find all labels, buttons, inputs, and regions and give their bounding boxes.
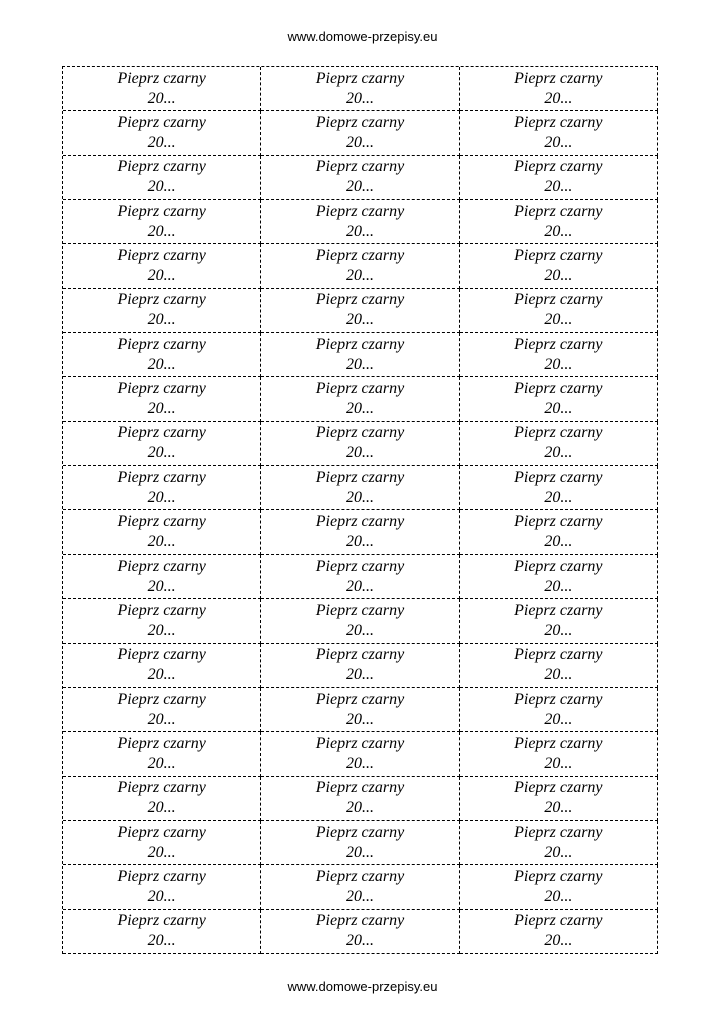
label-cell: [460, 688, 658, 732]
label-name: Pieprz czarny: [514, 335, 603, 353]
label-name: Pieprz czarny: [117, 690, 206, 708]
footer-url: www.domowe-przepisy.eu: [287, 979, 438, 994]
label-year: 20...: [345, 400, 374, 418]
label-year: 20...: [345, 444, 374, 462]
label-cell: [261, 688, 459, 732]
label-cell: [63, 244, 261, 288]
label-year: 20...: [147, 89, 176, 107]
label-year: 20...: [544, 134, 573, 152]
label-name: Pieprz czarny: [514, 114, 603, 132]
label-cell: [261, 732, 459, 776]
label-cell: [63, 377, 261, 421]
label-cell: [63, 910, 261, 954]
label-name: Pieprz czarny: [315, 468, 405, 486]
label-cell: [261, 466, 459, 510]
label-cell: [261, 200, 459, 244]
label-cell: [460, 555, 658, 599]
label-year: 20...: [544, 355, 573, 373]
label-name: Pieprz czarny: [117, 823, 206, 841]
label-name: Pieprz czarny: [315, 114, 405, 132]
label-year: 20...: [345, 134, 374, 152]
label-year: 20...: [544, 488, 573, 506]
label-name: Pieprz czarny: [315, 69, 405, 87]
label-cell: [460, 510, 658, 554]
label-year: 20...: [147, 355, 176, 373]
label-cell: [261, 910, 459, 954]
label-year: 20...: [147, 533, 176, 551]
label-name: Pieprz czarny: [117, 646, 206, 664]
label-name: Pieprz czarny: [315, 335, 405, 353]
label-cell: [460, 156, 658, 200]
label-name: Pieprz czarny: [514, 513, 603, 531]
label-name: Pieprz czarny: [117, 912, 206, 930]
label-name: Pieprz czarny: [315, 247, 405, 265]
label-cell: [261, 377, 459, 421]
label-year: 20...: [345, 89, 374, 107]
label-name: Pieprz czarny: [514, 734, 603, 752]
label-year: 20...: [345, 311, 374, 329]
label-year: 20...: [345, 178, 374, 196]
label-name: Pieprz czarny: [514, 557, 603, 575]
label-cell: [261, 244, 459, 288]
label-cell: [460, 111, 658, 155]
label-year: 20...: [147, 621, 176, 639]
label-name: Pieprz czarny: [514, 202, 603, 220]
label-year: 20...: [544, 621, 573, 639]
label-cell: [63, 466, 261, 510]
label-year: 20...: [345, 887, 374, 905]
label-year: 20...: [147, 887, 176, 905]
label-name: Pieprz czarny: [117, 114, 206, 132]
label-year: 20...: [544, 311, 573, 329]
label-year: 20...: [544, 222, 573, 240]
label-name: Pieprz czarny: [315, 601, 405, 619]
label-name: Pieprz czarny: [315, 912, 405, 930]
label-year: 20...: [544, 400, 573, 418]
label-name: Pieprz czarny: [315, 424, 405, 442]
label-name: Pieprz czarny: [117, 424, 206, 442]
label-name: Pieprz czarny: [117, 202, 206, 220]
label-year: 20...: [544, 577, 573, 595]
label-name: Pieprz czarny: [315, 734, 405, 752]
label-cell: [261, 67, 459, 111]
label-name: Pieprz czarny: [315, 513, 405, 531]
label-name: Pieprz czarny: [315, 202, 405, 220]
label-year: 20...: [345, 488, 374, 506]
label-year: 20...: [345, 533, 374, 551]
label-cell: [63, 821, 261, 865]
label-year: 20...: [544, 267, 573, 285]
label-cell: [460, 732, 658, 776]
label-year: 20...: [147, 666, 176, 684]
label-year: 20...: [147, 932, 176, 950]
label-name: Pieprz czarny: [514, 867, 603, 885]
label-cell: [460, 377, 658, 421]
label-name: Pieprz czarny: [315, 380, 405, 398]
label-year: 20...: [544, 710, 573, 728]
label-year: 20...: [345, 222, 374, 240]
label-year: 20...: [147, 843, 176, 861]
label-year: 20...: [544, 89, 573, 107]
label-name: Pieprz czarny: [315, 646, 405, 664]
label-cell: [63, 289, 261, 333]
label-cell: [63, 111, 261, 155]
label-name: Pieprz czarny: [514, 158, 603, 176]
label-cell: [261, 599, 459, 643]
label-year: 20...: [147, 799, 176, 817]
label-cell: [460, 466, 658, 510]
label-year: 20...: [345, 932, 374, 950]
label-name: Pieprz czarny: [117, 247, 206, 265]
label-year: 20...: [544, 178, 573, 196]
label-name: Pieprz czarny: [514, 69, 603, 87]
label-cell: [261, 821, 459, 865]
label-cell: [261, 644, 459, 688]
label-cell: [261, 422, 459, 466]
label-name: Pieprz czarny: [117, 513, 206, 531]
label-cell: [460, 865, 658, 909]
label-cell: [63, 865, 261, 909]
label-sheet: [62, 66, 658, 954]
header-url: www.domowe-przepisy.eu: [287, 29, 438, 44]
label-year: 20...: [147, 444, 176, 462]
label-year: 20...: [345, 577, 374, 595]
label-cell: [261, 865, 459, 909]
label-cell: [460, 599, 658, 643]
label-year: 20...: [345, 267, 374, 285]
label-cell: [63, 555, 261, 599]
label-year: 20...: [345, 799, 374, 817]
label-cell: [460, 333, 658, 377]
label-year: 20...: [147, 267, 176, 285]
label-name: Pieprz czarny: [315, 867, 405, 885]
label-year: 20...: [147, 178, 176, 196]
label-name: Pieprz czarny: [117, 779, 206, 797]
label-year: 20...: [345, 710, 374, 728]
label-year: 20...: [544, 843, 573, 861]
label-name: Pieprz czarny: [315, 823, 405, 841]
label-name: Pieprz czarny: [315, 158, 405, 176]
label-name: Pieprz czarny: [514, 247, 603, 265]
label-cell: [261, 333, 459, 377]
label-cell: [63, 67, 261, 111]
label-name: Pieprz czarny: [514, 690, 603, 708]
label-cell: [63, 599, 261, 643]
label-cell: [460, 422, 658, 466]
label-year: 20...: [345, 355, 374, 373]
label-name: Pieprz czarny: [514, 291, 603, 309]
label-cell: [460, 644, 658, 688]
label-year: 20...: [345, 666, 374, 684]
label-year: 20...: [147, 754, 176, 772]
label-year: 20...: [544, 444, 573, 462]
label-name: Pieprz czarny: [514, 601, 603, 619]
label-cell: [63, 688, 261, 732]
label-year: 20...: [544, 666, 573, 684]
label-cell: [261, 156, 459, 200]
label-name: Pieprz czarny: [514, 779, 603, 797]
label-name: Pieprz czarny: [315, 291, 405, 309]
label-year: 20...: [147, 577, 176, 595]
label-cell: [460, 910, 658, 954]
label-cell: [63, 333, 261, 377]
label-name: Pieprz czarny: [514, 424, 603, 442]
label-year: 20...: [147, 488, 176, 506]
label-name: Pieprz czarny: [117, 601, 206, 619]
label-name: Pieprz czarny: [117, 380, 206, 398]
label-name: Pieprz czarny: [514, 912, 603, 930]
label-name: Pieprz czarny: [315, 779, 405, 797]
label-cell: [460, 200, 658, 244]
label-cell: [261, 289, 459, 333]
label-cell: [460, 67, 658, 111]
label-year: 20...: [147, 710, 176, 728]
label-year: 20...: [544, 754, 573, 772]
label-name: Pieprz czarny: [117, 158, 206, 176]
label-cell: [460, 777, 658, 821]
label-year: 20...: [147, 311, 176, 329]
label-year: 20...: [345, 621, 374, 639]
label-year: 20...: [147, 222, 176, 240]
label-year: 20...: [345, 843, 374, 861]
label-name: Pieprz czarny: [117, 335, 206, 353]
label-name: Pieprz czarny: [514, 380, 603, 398]
label-name: Pieprz czarny: [315, 690, 405, 708]
label-name: Pieprz czarny: [514, 823, 603, 841]
label-name: Pieprz czarny: [117, 291, 206, 309]
label-cell: [63, 200, 261, 244]
label-cell: [63, 422, 261, 466]
label-cell: [63, 777, 261, 821]
label-name: Pieprz czarny: [514, 646, 603, 664]
label-year: 20...: [147, 400, 176, 418]
label-year: 20...: [544, 932, 573, 950]
label-name: Pieprz czarny: [117, 69, 206, 87]
label-cell: [63, 510, 261, 554]
label-cell: [63, 732, 261, 776]
label-year: 20...: [345, 754, 374, 772]
label-cell: [261, 777, 459, 821]
label-cell: [460, 289, 658, 333]
label-name: Pieprz czarny: [117, 734, 206, 752]
label-cell: [261, 111, 459, 155]
label-name: Pieprz czarny: [315, 557, 405, 575]
label-name: Pieprz czarny: [117, 468, 206, 486]
label-year: 20...: [544, 887, 573, 905]
label-name: Pieprz czarny: [514, 468, 603, 486]
label-cell: [460, 821, 658, 865]
label-cell: [63, 156, 261, 200]
label-name: Pieprz czarny: [117, 557, 206, 575]
label-year: 20...: [544, 799, 573, 817]
label-cell: [63, 644, 261, 688]
label-cell: [460, 244, 658, 288]
label-year: 20...: [544, 533, 573, 551]
label-year: 20...: [147, 134, 176, 152]
label-cell: [261, 555, 459, 599]
label-cell: [261, 510, 459, 554]
label-name: Pieprz czarny: [117, 867, 206, 885]
